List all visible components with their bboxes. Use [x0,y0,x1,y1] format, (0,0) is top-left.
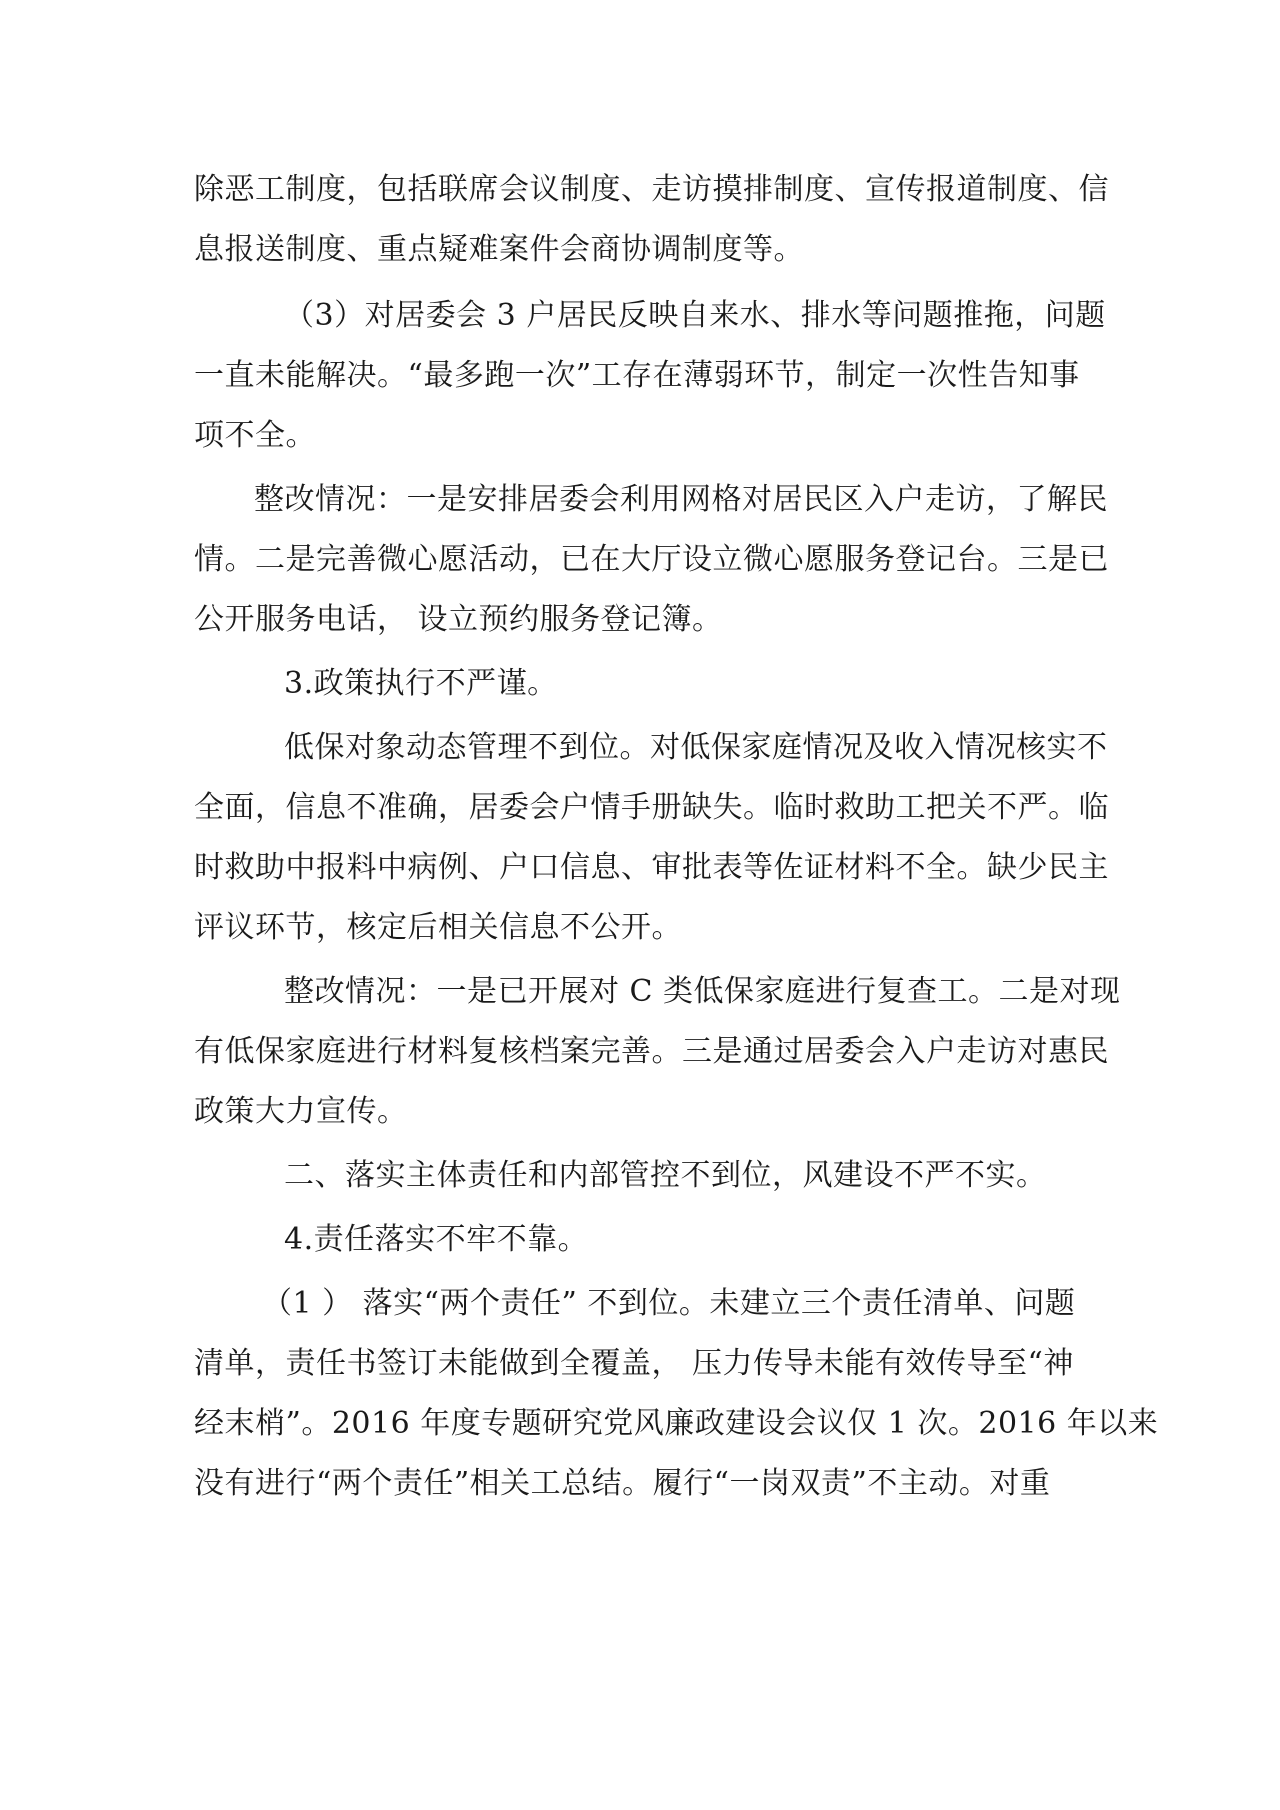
paragraph-rectification-1 [194,470,1109,650]
text-line: 除恶工制度，包括联席会议制度、走访摸排制度、宣传报道制度、信 [194,172,1109,207]
paragraph-item-3 [194,286,1106,466]
text-line: 3.政策执行不严谨。 [284,666,558,701]
paragraph-anti-crime-system [194,160,1109,280]
text-line: 4.责任落实不牢不靠。 [284,1222,589,1257]
text-line: 经末梢”。2016 年度专题研究党风廉政建设会议仅 1 次。2016 年以来 [194,1406,1159,1441]
text-line: （3）对居委会 3 户居民反映自来水、排水等问题推拖，问题 [284,298,1106,333]
text-line: 低保对象动态管理不到位。对低保家庭情况及收入情况核实不 [284,730,1108,765]
text-line: 整改情况：一是已开展对 C 类低保家庭进行复查工。二是对现 [284,974,1121,1009]
document-body [194,160,1159,1514]
heading-section-two [194,1146,1092,1206]
paragraph-low-income-management [194,718,1109,958]
heading-policy-execution [194,654,1092,714]
text-line: 清单，责任书签订未能做到全覆盖， 压力传导未能有效传导至“神 [194,1346,1074,1381]
text-line: （1 ） 落实“两个责任” 不到位。未建立三个责任清单、问题 [262,1286,1076,1321]
text-line: 时救助中报料中病例、户口信息、审批表等佐证材料不全。缺少民主 [194,850,1109,885]
text-line: 息报送制度、重点疑难案件会商协调制度等。 [194,232,804,267]
text-line: 政策大力宣传。 [194,1094,408,1129]
heading-responsibility [194,1210,1092,1270]
text-line: 没有进行“两个责任”相关工总结。履行“一岗双责”不主动。对重 [194,1466,1051,1501]
text-line: 一直未能解决。“最多跑一次”工存在薄弱环节，制定一次性告知事 [194,358,1080,393]
text-line: 情。二是完善微心愿活动，已在大厅设立微心愿服务登记台。三是已 [194,542,1109,577]
text-line: 有低保家庭进行材料复核档案完善。三是通过居委会入户走访对惠民 [194,1034,1109,1069]
text-line: 评议环节，核定后相关信息不公开。 [194,910,682,945]
paragraph-rectification-2 [194,962,1121,1142]
text-line: 二、落实主体责任和内部管控不到位，风建设不严不实。 [284,1158,1047,1193]
text-line: 公开服务电话， 设立预约服务登记簿。 [194,602,723,637]
text-line: 项不全。 [194,418,316,453]
text-line: 整改情况：一是安排居委会利用网格对居民区入户走访，了解民 [254,482,1108,517]
paragraph-two-responsibilities [194,1274,1159,1514]
text-line: 全面，信息不准确，居委会户情手册缺失。临时救助工把关不严。临 [194,790,1109,825]
